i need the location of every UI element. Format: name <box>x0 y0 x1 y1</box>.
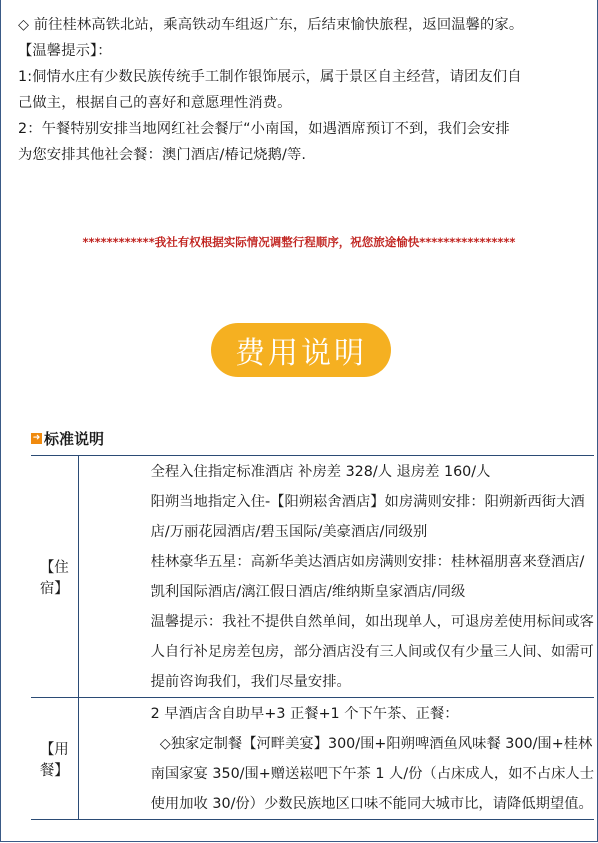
itinerary-line: 为您安排其他社会餐：澳门酒店/椿记烧鹅/等. <box>18 147 307 163</box>
content-line: 桂林豪华五星：高新华美达酒店如房满则安排：桂林福朋喜来登酒店/ <box>150 554 585 570</box>
row-content <box>78 698 594 820</box>
itinerary-line: 己做主，根据自己的喜好和意愿理性消费。 <box>18 95 292 111</box>
content-line: 店/万丽花园酒店/碧玉国际/美豪酒店/同级别 <box>150 524 428 540</box>
section-title: 标准说明 <box>44 429 105 448</box>
row-category: 【用餐】 <box>31 698 78 820</box>
row-content <box>78 456 594 698</box>
content-line: 全程入住指定标准酒店 补房差 328/人 退房差 160/人 <box>150 464 491 480</box>
itinerary-line: 【温馨提示】： <box>18 43 112 59</box>
fee-table <box>31 455 594 820</box>
notice-banner: ************我社有权根据实际情况调整行程顺序，祝您旅途愉快**************** <box>82 235 516 249</box>
itinerary-line: ◇ 前往桂林高铁北站，乘高铁动车组返广东，后结束愉快旅程，返回温馨的家。 <box>18 17 524 33</box>
itinerary-line: 1:侗情水庄有少数民族传统手工制作银饰展示，属于景区自主经营，请团友们自 <box>18 69 522 85</box>
itinerary-line: 2：午餐特别安排当地网红社会餐厅“小南国，如遇酒席预订不到，我们会安排 <box>18 121 510 137</box>
section-heading <box>31 428 104 448</box>
content-line: ◇独家定制餐【河畔美宴】300/围+阳朔啤酒鱼风味餐 300/围+桂林 <box>150 736 593 752</box>
content-line: 温馨提示：我社不提供自然单间，如出现单人，可退房差使用标间或客 <box>150 614 594 630</box>
table-row <box>31 698 594 820</box>
content-line: 南国家宴 350/围+赠送崧吧下午茶 1 人/份（占床成人，如不占床人士 <box>150 766 594 782</box>
content-line: 阳朔当地指定入住-【阳朔崧舍酒店】如房满则安排：阳朔新西街大酒 <box>150 494 585 510</box>
content-line: 使用加收 30/份）少数民族地区口味不能同大城市比，请降低期望值。 <box>150 796 593 812</box>
table-row <box>31 456 594 698</box>
row-category: 【住宿】 <box>31 456 78 698</box>
content-line: 提前咨询我们，我们尽量安排。 <box>150 674 351 690</box>
content-line: 凯利国际酒店/漓江假日酒店/维纳斯皇家酒店/同级 <box>150 584 466 600</box>
itinerary-notes <box>18 12 588 168</box>
content-line: 人自行补足房差包房，部分酒店没有三人间或仅有少量三人间、如需可 <box>150 644 594 660</box>
arrow-right-icon: ➜ <box>32 433 41 443</box>
content-line: 2 早酒店含自助早+3 正餐+1 个下午茶、正餐： <box>150 706 459 722</box>
fee-title-badge: 费用说明 <box>211 323 391 377</box>
